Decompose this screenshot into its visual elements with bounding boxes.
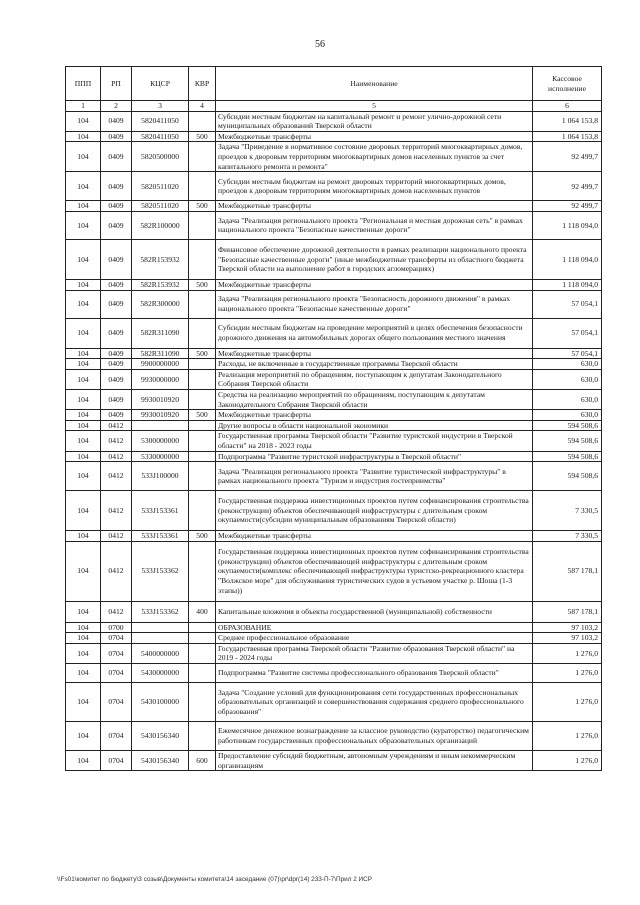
table-row — [66, 622, 602, 633]
sum-cell: 594 508,6 — [533, 462, 602, 491]
kcsr-cell: 9930010920 — [132, 410, 189, 421]
sum-cell: 630,0 — [533, 359, 602, 370]
column-number: 2 — [101, 101, 132, 112]
sum-cell: 57 054,1 — [533, 348, 602, 359]
table-row — [66, 751, 602, 771]
ppp-cell: 104 — [66, 359, 101, 370]
rp-cell: 0704 — [101, 722, 132, 751]
table-row — [66, 491, 602, 531]
ppp-cell: 104 — [66, 643, 101, 663]
ppp-cell: 104 — [66, 239, 101, 279]
table-row — [66, 541, 602, 601]
kvr-cell — [189, 389, 216, 409]
name-cell: Субсидии местным бюджетам на ремонт дворовых территорий многоквартирных домов, проездов к дворовым территориям многоквартирных домов населенных пунктов — [216, 172, 533, 201]
page-number: 56 — [315, 39, 325, 50]
table-row — [66, 211, 602, 239]
rp-cell: 0412 — [101, 491, 132, 531]
kvr-cell — [189, 290, 216, 318]
kvr-cell — [189, 722, 216, 751]
ppp-cell: 104 — [66, 722, 101, 751]
column-number: 4 — [189, 101, 216, 112]
sum-cell: 1 276,0 — [533, 722, 602, 751]
kcsr-cell: 9900000000 — [132, 359, 189, 370]
rp-cell: 0409 — [101, 290, 132, 318]
kcsr-cell: 582R300000 — [132, 290, 189, 318]
rp-cell: 0409 — [101, 142, 132, 172]
kvr-cell: 500 — [189, 531, 216, 542]
kvr-cell — [189, 359, 216, 370]
table-row — [66, 462, 602, 491]
name-cell: Подпрограмма "Развитие туристской инфраструктуры в Тверской области" — [216, 451, 533, 462]
column-number: 3 — [132, 101, 189, 112]
sum-cell: 1 276,0 — [533, 751, 602, 771]
kcsr-cell: 5430000000 — [132, 664, 189, 683]
header-ppp: ППП — [66, 67, 101, 101]
ppp-cell: 104 — [66, 279, 101, 290]
ppp-cell: 104 — [66, 622, 101, 633]
name-cell: Государственная поддержка инвестиционных проектов путем софинансирования строительства (реконструкции) объектов обеспечивающей инфраструктуры с длительным сроком окупаемости(комплекс обеспечивающей инфраструктуры туристско-рекреационного кластера "Волжское море" для обслуживания туристических судов в устьевом участке р. Шоша (1-3 этапы)) — [216, 541, 533, 601]
sum-cell: 1 118 094,0 — [533, 211, 602, 239]
sum-cell: 630,0 — [533, 369, 602, 389]
table-row — [66, 359, 602, 370]
table-row — [66, 318, 602, 348]
rp-cell: 0409 — [101, 239, 132, 279]
rp-cell: 0409 — [101, 348, 132, 359]
kvr-cell — [189, 172, 216, 201]
table-row — [66, 389, 602, 409]
table-row — [66, 420, 602, 431]
rp-cell: 0409 — [101, 279, 132, 290]
rp-cell: 0412 — [101, 541, 132, 601]
sum-cell: 1 064 153,8 — [533, 111, 602, 131]
kcsr-cell: 5430156340 — [132, 751, 189, 771]
kcsr-cell: 582R153932 — [132, 239, 189, 279]
rp-cell: 0409 — [101, 172, 132, 201]
rp-cell: 0704 — [101, 643, 132, 663]
kvr-cell: 500 — [189, 348, 216, 359]
ppp-cell: 104 — [66, 389, 101, 409]
name-cell: Государственная программа Тверской области "Развитие образования Тверской области" на 2019 - 2024 годы — [216, 643, 533, 663]
kcsr-cell: 5330000000 — [132, 451, 189, 462]
ppp-cell: 104 — [66, 462, 101, 491]
ppp-cell: 104 — [66, 431, 101, 451]
kvr-cell: 600 — [189, 751, 216, 771]
kcsr-cell: 5430100000 — [132, 683, 189, 722]
name-cell: Межбюджетные трансферты — [216, 410, 533, 421]
ppp-cell: 104 — [66, 531, 101, 542]
name-cell: Государственная поддержка инвестиционных проектов путем софинансирования строительства (реконструкции) объектов обеспечивающей инфраструктуры с длительным сроком окупаемости(субсидии муниципальным образованиям Тверской области) — [216, 491, 533, 531]
kcsr-cell: 9930010920 — [132, 389, 189, 409]
kcsr-cell: 5820511020 — [132, 172, 189, 201]
table-row — [66, 643, 602, 663]
kvr-cell: 500 — [189, 201, 216, 212]
rp-cell: 0409 — [101, 389, 132, 409]
kcsr-cell: 582R311090 — [132, 348, 189, 359]
kcsr-cell: 9930000000 — [132, 369, 189, 389]
rp-cell: 0409 — [101, 410, 132, 421]
name-cell: Предоставление субсидий бюджетным, автономным учреждениям и иным некоммерческим организациям — [216, 751, 533, 771]
name-cell: Реализация мероприятий по обращениям, поступающим к депутатам Законодательного Собрания Тверской области — [216, 369, 533, 389]
ppp-cell: 104 — [66, 491, 101, 531]
name-cell: Другие вопросы в области национальной экономики — [216, 420, 533, 431]
sum-cell: 97 103,2 — [533, 622, 602, 633]
table-row — [66, 201, 602, 212]
name-cell: Межбюджетные трансферты — [216, 131, 533, 142]
sum-cell: 92 499,7 — [533, 142, 602, 172]
sum-cell: 1 118 094,0 — [533, 279, 602, 290]
kcsr-cell: 5820500000 — [132, 142, 189, 172]
kvr-cell — [189, 683, 216, 722]
sum-cell: 1 276,0 — [533, 683, 602, 722]
kvr-cell: 500 — [189, 131, 216, 142]
rp-cell: 0412 — [101, 420, 132, 431]
ppp-cell: 104 — [66, 201, 101, 212]
rp-cell: 0412 — [101, 531, 132, 542]
table-row — [66, 111, 602, 131]
ppp-cell: 104 — [66, 131, 101, 142]
kvr-cell — [189, 111, 216, 131]
kcsr-cell: 582R100000 — [132, 211, 189, 239]
kvr-cell — [189, 633, 216, 644]
sum-cell: 1 276,0 — [533, 664, 602, 683]
name-cell: Межбюджетные трансферты — [216, 531, 533, 542]
ppp-cell: 104 — [66, 318, 101, 348]
table-row — [66, 131, 602, 142]
ppp-cell: 104 — [66, 420, 101, 431]
name-cell: Задача "Приведение в нормативное состояние дворовых территорий многоквартирных домов, проездов к дворовым территориям многоквартирных домов населенных пунктов за счет капитального ремонта и ремонта" — [216, 142, 533, 172]
kvr-cell: 500 — [189, 410, 216, 421]
rp-cell: 0409 — [101, 369, 132, 389]
table-row — [66, 369, 602, 389]
sum-cell: 594 508,6 — [533, 451, 602, 462]
table-row — [66, 633, 602, 644]
name-cell: Среднее профессиональное образование — [216, 633, 533, 644]
rp-cell: 0409 — [101, 201, 132, 212]
name-cell: Ежемесячное денежное вознаграждение за классное руководство (кураторство) педагогическим работникам государственных профессиональных образовательных организаций — [216, 722, 533, 751]
kcsr-cell: 5400000000 — [132, 643, 189, 663]
name-cell: Финансовое обеспечение дорожной деятельности в рамках реализации национального проекта "Безопасные качественные дороги" (иные межбюджетные трансферты из областного бюджета Тверской области на выполнение работ в городских агломерациях) — [216, 239, 533, 279]
header-sum: Кассовое исполнение — [533, 67, 602, 101]
column-numbers-row — [66, 101, 602, 112]
rp-cell: 0412 — [101, 601, 132, 622]
kvr-cell — [189, 431, 216, 451]
sum-cell: 630,0 — [533, 389, 602, 409]
table-row — [66, 239, 602, 279]
kvr-cell — [189, 643, 216, 663]
rp-cell: 0704 — [101, 633, 132, 644]
kvr-cell — [189, 541, 216, 601]
name-cell: Субсидии местным бюджетам на капитальный ремонт и ремонт улично-дорожной сети муниципальных образований Тверской области — [216, 111, 533, 131]
kvr-cell — [189, 318, 216, 348]
header-kvr: КВР — [189, 67, 216, 101]
rp-cell: 0412 — [101, 462, 132, 491]
name-cell: Субсидии местным бюджетам на проведение мероприятий в целях обеспечения безопасности дорожного движения на автомобильных дорогах общего пользования местного значения — [216, 318, 533, 348]
ppp-cell: 104 — [66, 410, 101, 421]
kcsr-cell: 533J153361 — [132, 491, 189, 531]
table-row — [66, 348, 602, 359]
sum-cell: 587 178,1 — [533, 601, 602, 622]
budget-table — [65, 66, 602, 771]
kcsr-cell: 533J153362 — [132, 601, 189, 622]
kvr-cell — [189, 622, 216, 633]
table-row — [66, 683, 602, 722]
ppp-cell: 104 — [66, 348, 101, 359]
table-row — [66, 722, 602, 751]
ppp-cell: 104 — [66, 683, 101, 722]
sum-cell: 594 508,6 — [533, 420, 602, 431]
table-row — [66, 664, 602, 683]
kcsr-cell: 533J153362 — [132, 541, 189, 601]
kcsr-cell: 582R153932 — [132, 279, 189, 290]
kvr-cell — [189, 239, 216, 279]
table-row — [66, 279, 602, 290]
table-row — [66, 290, 602, 318]
kvr-cell — [189, 211, 216, 239]
header-rp: РП — [101, 67, 132, 101]
kvr-cell — [189, 420, 216, 431]
sum-cell: 97 103,2 — [533, 633, 602, 644]
sum-cell: 7 330,5 — [533, 491, 602, 531]
name-cell: Подпрограмма "Развитие системы профессионального образования Тверской области" — [216, 664, 533, 683]
table-row — [66, 531, 602, 542]
rp-cell: 0409 — [101, 111, 132, 131]
column-number: 6 — [533, 101, 602, 112]
kcsr-cell — [132, 420, 189, 431]
name-cell: Межбюджетные трансферты — [216, 279, 533, 290]
kvr-cell — [189, 664, 216, 683]
name-cell: Расходы, не включенные в государственные программы Тверской области — [216, 359, 533, 370]
file-path-footer: \\Fs01\комитет по бюджету\3 созыв\Документы комитета\14 заседание (07)\pr\dpr(14) 233-П-7\Прил 2 ИСР — [57, 876, 373, 883]
sum-cell: 92 499,7 — [533, 172, 602, 201]
kvr-cell: 400 — [189, 601, 216, 622]
kcsr-cell: 582R311090 — [132, 318, 189, 348]
rp-cell: 0409 — [101, 211, 132, 239]
kcsr-cell — [132, 633, 189, 644]
kcsr-cell: 5820411050 — [132, 131, 189, 142]
name-cell: Государственная программа Тверской области "Развитие туристской индустрии в Тверской области" на 2018 - 2023 годы — [216, 431, 533, 451]
ppp-cell: 104 — [66, 290, 101, 318]
kvr-cell — [189, 142, 216, 172]
ppp-cell: 104 — [66, 601, 101, 622]
rp-cell: 0409 — [101, 318, 132, 348]
header-kcsr: КЦСР — [132, 67, 189, 101]
kvr-cell — [189, 462, 216, 491]
ppp-cell: 104 — [66, 633, 101, 644]
name-cell: Задача "Реализация регионального проекта "Развитие туристической инфраструктуры" в рамках национального проекта "Туризм и индустрия гостеприимства" — [216, 462, 533, 491]
table-header-row — [66, 67, 602, 101]
kvr-cell — [189, 451, 216, 462]
sum-cell: 1 064 153,8 — [533, 131, 602, 142]
table-row — [66, 431, 602, 451]
name-cell: Задача "Реализация регионального проекта "Безопасность дорожного движения" в рамках национального проекта "Безопасные качественные дороги" — [216, 290, 533, 318]
name-cell: Средства на реализацию мероприятий по обращениям, поступающим к депутатам Законодательного Собрания Тверской области — [216, 389, 533, 409]
ppp-cell: 104 — [66, 111, 101, 131]
ppp-cell: 104 — [66, 369, 101, 389]
kcsr-cell: 5820511020 — [132, 201, 189, 212]
sum-cell: 92 499,7 — [533, 201, 602, 212]
header-name: Наименование — [216, 67, 533, 101]
ppp-cell: 104 — [66, 751, 101, 771]
ppp-cell: 104 — [66, 142, 101, 172]
sum-cell: 1 276,0 — [533, 643, 602, 663]
name-cell: Задача "Создание условий для функционирования сети государственных профессиональных образовательных организаций и совершенствования содержания среднего профессионального образования" — [216, 683, 533, 722]
kvr-cell — [189, 369, 216, 389]
name-cell: Задача "Реализация регионального проекта "Региональная и местная дорожная сеть" в рамках национального проекта "Безопасные качественные дороги" — [216, 211, 533, 239]
sum-cell: 57 054,1 — [533, 318, 602, 348]
ppp-cell: 104 — [66, 664, 101, 683]
rp-cell: 0704 — [101, 751, 132, 771]
column-number: 1 — [66, 101, 101, 112]
sum-cell: 630,0 — [533, 410, 602, 421]
table-row — [66, 172, 602, 201]
ppp-cell: 104 — [66, 541, 101, 601]
ppp-cell: 104 — [66, 211, 101, 239]
rp-cell: 0412 — [101, 431, 132, 451]
table-body — [66, 111, 602, 771]
sum-cell: 594 508,6 — [533, 431, 602, 451]
kvr-cell — [189, 491, 216, 531]
sum-cell: 1 118 094,0 — [533, 239, 602, 279]
sum-cell: 7 330,5 — [533, 531, 602, 542]
sum-cell: 587 178,1 — [533, 541, 602, 601]
name-cell: Капитальные вложения в объекты государственной (муниципальной) собственности — [216, 601, 533, 622]
rp-cell: 0700 — [101, 622, 132, 633]
table-row — [66, 451, 602, 462]
kcsr-cell — [132, 622, 189, 633]
name-cell: ОБРАЗОВАНИЕ — [216, 622, 533, 633]
name-cell: Межбюджетные трансферты — [216, 348, 533, 359]
kcsr-cell: 533J153361 — [132, 531, 189, 542]
kcsr-cell: 5430156340 — [132, 722, 189, 751]
rp-cell: 0409 — [101, 359, 132, 370]
ppp-cell: 104 — [66, 451, 101, 462]
rp-cell: 0412 — [101, 451, 132, 462]
kcsr-cell: 5300000000 — [132, 431, 189, 451]
rp-cell: 0704 — [101, 683, 132, 722]
rp-cell: 0409 — [101, 131, 132, 142]
table-row — [66, 601, 602, 622]
kvr-cell: 500 — [189, 279, 216, 290]
column-number: 5 — [216, 101, 533, 112]
kcsr-cell: 533J100000 — [132, 462, 189, 491]
kcsr-cell: 5820411050 — [132, 111, 189, 131]
table-row — [66, 410, 602, 421]
name-cell: Межбюджетные трансферты — [216, 201, 533, 212]
ppp-cell: 104 — [66, 172, 101, 201]
rp-cell: 0704 — [101, 664, 132, 683]
sum-cell: 57 054,1 — [533, 290, 602, 318]
table-row — [66, 142, 602, 172]
